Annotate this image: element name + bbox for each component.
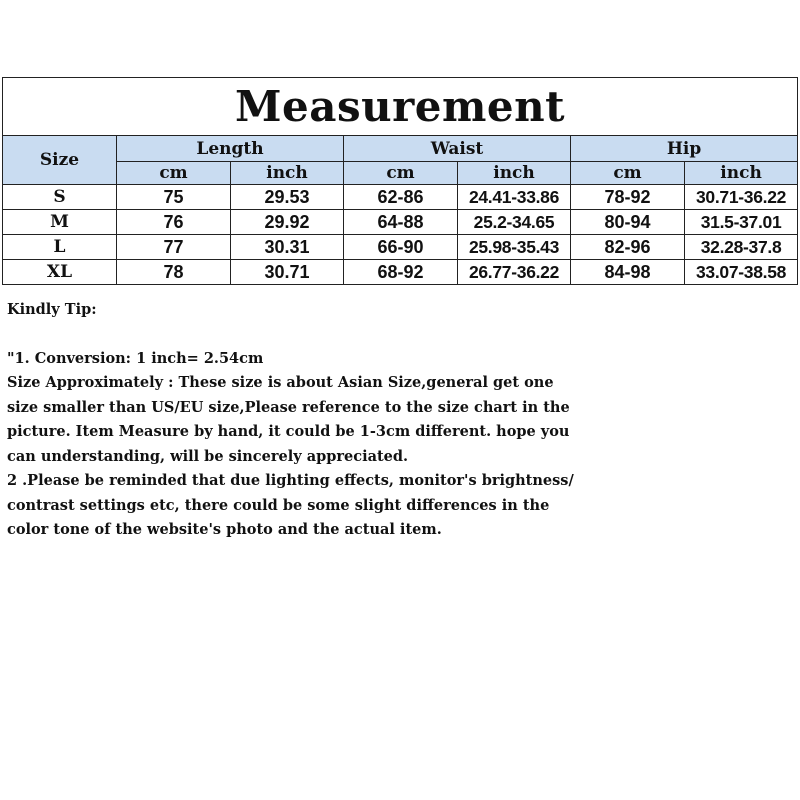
waist-cm-cell: 68-92 [344, 260, 458, 285]
tip-line: "1. Conversion: 1 inch= 2.54cm [7, 349, 264, 367]
kindly-tip-notes [7, 298, 574, 543]
tip-line: size smaller than US/EU size,Please reference to the size chart in the [7, 398, 570, 416]
hip-cm-cell: 82-96 [571, 235, 685, 260]
length-cm-cell: 78 [117, 260, 231, 285]
length-group-header: Length [117, 136, 344, 162]
hip-cm-cell: 84-98 [571, 260, 685, 285]
tip-line: color tone of the website's photo and the actual item. [7, 521, 442, 538]
table-row [3, 235, 798, 260]
waist-inch-cell: 26.77-36.22 [458, 260, 571, 285]
waist-cm-cell: 62-86 [344, 185, 458, 210]
tip-line: Size Approximately : These size is about Asian Size,general get one [7, 374, 554, 391]
size-chart-table [2, 77, 798, 285]
tip-spacer [7, 323, 567, 347]
size-column-header: Size [3, 136, 117, 185]
hip-cm-cell: 78-92 [571, 185, 685, 210]
size-cell: M [3, 210, 117, 235]
length-inch-cell: 29.53 [231, 185, 344, 210]
length-cm-cell: 76 [117, 210, 231, 235]
size-cell: L [3, 235, 117, 260]
length-inch-header: inch [231, 162, 344, 185]
waist-inch-cell: 24.41-33.86 [458, 185, 571, 210]
size-cell: XL [3, 260, 117, 285]
table-row [3, 260, 798, 285]
hip-inch-cell: 31.5-37.01 [685, 210, 798, 235]
waist-cm-header: cm [344, 162, 458, 185]
length-cm-cell: 77 [117, 235, 231, 260]
length-inch-cell: 29.92 [231, 210, 344, 235]
hip-inch-cell: 30.71-36.22 [685, 185, 798, 210]
size-cell: S [3, 185, 117, 210]
length-inch-cell: 30.31 [231, 235, 344, 260]
waist-inch-cell: 25.2-34.65 [458, 210, 571, 235]
tip-line: contrast settings etc, there could be some slight differences in the [7, 496, 550, 514]
tip-line: picture. Item Measure by hand, it could be 1-3cm different. hope you [7, 423, 570, 440]
length-cm-header: cm [117, 162, 231, 185]
waist-inch-header: inch [458, 162, 571, 185]
hip-cm-header: cm [571, 162, 685, 185]
hip-cm-cell: 80-94 [571, 210, 685, 235]
waist-cm-cell: 64-88 [344, 210, 458, 235]
table-row [3, 210, 798, 235]
waist-cm-cell: 66-90 [344, 235, 458, 260]
tip-line: can understanding, will be sincerely appreciated. [7, 447, 409, 465]
hip-group-header: Hip [571, 136, 798, 162]
length-inch-cell: 30.71 [231, 260, 344, 285]
size-chart-container [2, 77, 797, 285]
hip-inch-cell: 32.28-37.8 [685, 235, 798, 260]
waist-inch-cell: 25.98-35.43 [458, 235, 571, 260]
table-row [3, 185, 798, 210]
length-cm-cell: 75 [117, 185, 231, 210]
tip-heading: Kindly Tip: [7, 301, 97, 318]
waist-group-header: Waist [344, 136, 571, 162]
hip-inch-header: inch [685, 162, 798, 185]
tip-line: 2 .Please be reminded that due lighting effects, monitor's brightness/ [7, 472, 574, 489]
chart-title: Measurement [3, 78, 798, 136]
hip-inch-cell: 33.07-38.58 [685, 260, 798, 285]
